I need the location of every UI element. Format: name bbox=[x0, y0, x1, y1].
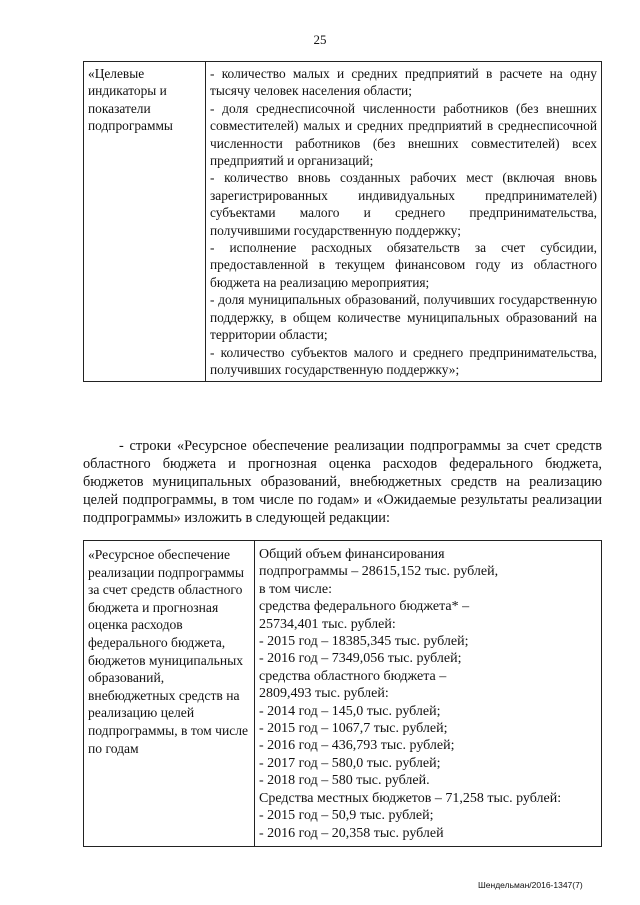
indicator-item: - доля муниципальных образований, получивших государственную поддержку, в общем количестве муниципальных образований на территории области; bbox=[210, 292, 597, 343]
resource-provision-table bbox=[83, 540, 602, 847]
target-indicators-table bbox=[83, 61, 602, 382]
indicator-item: - количество вновь созданных рабочих мест (включая вновь зарегистрированных индивидуальных предпринимателей) субъектами малого и среднего предпринимательства, получившими государственную поддержку; bbox=[210, 170, 597, 238]
funding-line: - 2015 год – 50,9 тыс. рублей; bbox=[259, 808, 434, 824]
funding-line: - 2014 год – 145,0 тыс. рублей; bbox=[259, 703, 441, 719]
indicator-item: - количество малых и средних предприятий в расчете на одну тысячу человек населения области; bbox=[210, 66, 597, 99]
indicator-item: - количество субъектов малого и среднего предпринимательства, получивших государственную поддержку»; bbox=[210, 344, 597, 377]
target-indicators-label: «Целевые индикаторы и показатели подпрограммы bbox=[84, 62, 206, 382]
funding-line: - 2016 год – 436,793 тыс. рублей; bbox=[259, 738, 455, 754]
funding-line: в том числе: bbox=[259, 581, 332, 597]
funding-line: 25734,401 тыс. рублей: bbox=[259, 616, 396, 632]
funding-line: Средства местных бюджетов – 71,258 тыс. рублей: bbox=[259, 790, 562, 806]
funding-line: Общий объем финансирования bbox=[259, 547, 445, 562]
target-indicators-list bbox=[206, 62, 602, 382]
funding-line: подпрограммы – 28615,152 тыс. рублей, bbox=[259, 564, 499, 580]
funding-line: - 2015 год – 1067,7 тыс. рублей; bbox=[259, 721, 448, 737]
funding-line: средства областного бюджета – bbox=[259, 668, 447, 684]
funding-line: - 2018 год – 580 тыс. рублей. bbox=[259, 773, 430, 789]
body-paragraph: - строки «Ресурсное обеспечение реализации подпрограммы за счет средств областного бюджета и прогнозная оценка расходов федерального бюджета, бюджетов муниципальных образований, внебюджетных средств на реализацию целей подпрограммы, в том числе по годам» и «Ожидаемые результаты реализации подпрограммы» изложить в следующей редакции: bbox=[83, 438, 602, 526]
indicator-item: - исполнение расходных обязательств за счет субсидии, предоставленной в текущем финансовом году из областного бюджета на реализацию мероприятия; bbox=[210, 240, 597, 290]
indicator-item: - доля среднесписочной численности работников (без внешних совместителей) малых и средних предприятий в среднесписочной численности работников (без внешних совместителей) всех предприятий и организаций; bbox=[210, 100, 597, 169]
funding-line: - 2016 год – 20,358 тыс. рублей bbox=[259, 825, 444, 841]
funding-line: средства федерального бюджета* – bbox=[259, 599, 470, 615]
document-code: Шендельман/2016-1347(7) bbox=[478, 880, 583, 890]
funding-line: - 2015 год – 18385,345 тыс. рублей; bbox=[259, 634, 469, 650]
resource-provision-details bbox=[255, 541, 602, 847]
resource-provision-label: «Ресурсное обеспечение реализации подпрограммы за счет средств областного бюджета и прогнозная оценка расходов федерального бюджета, бюджетов муниципальных образований, внебюджетных средств на реализацию целей подпрограммы, в том числе по годам bbox=[84, 541, 255, 847]
funding-line: 2809,493 тыс. рублей: bbox=[259, 686, 389, 702]
funding-line: - 2016 год – 7349,056 тыс. рублей; bbox=[259, 651, 462, 667]
page-number: 25 bbox=[313, 32, 327, 47]
funding-line: - 2017 год – 580,0 тыс. рублей; bbox=[259, 755, 441, 771]
